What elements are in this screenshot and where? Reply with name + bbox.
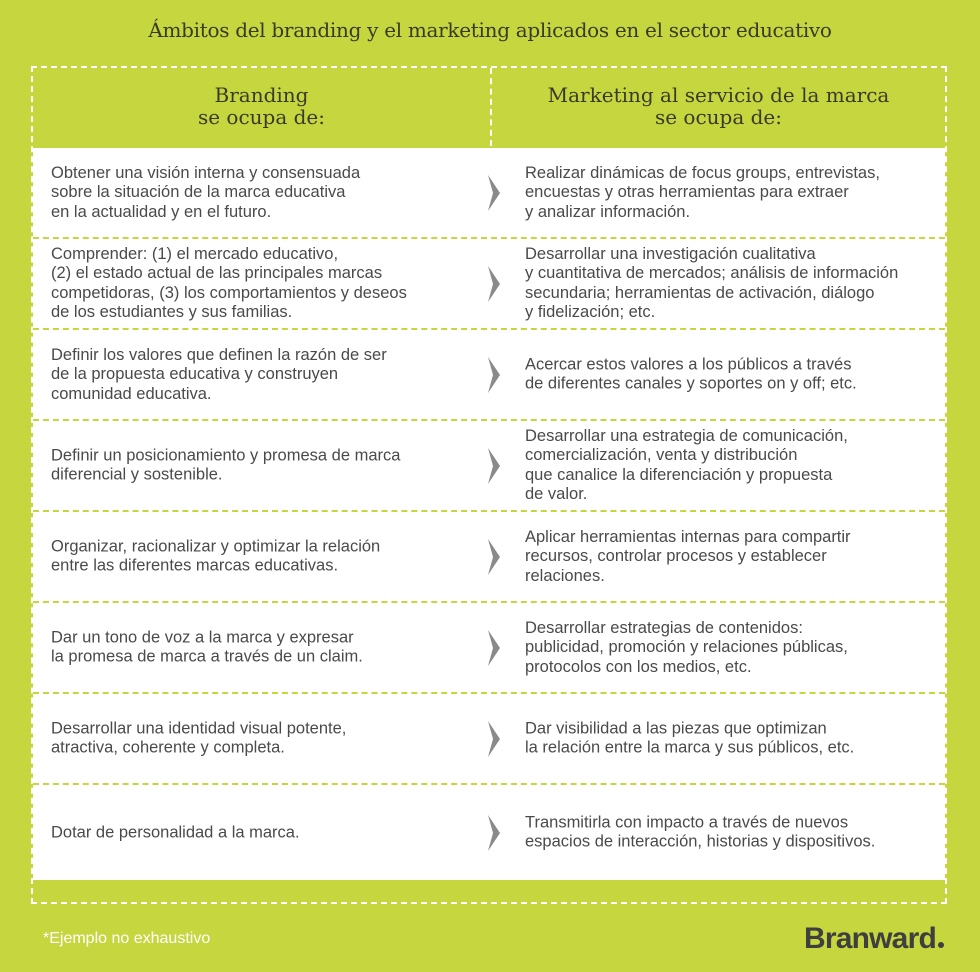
logo-dot-icon <box>938 942 944 948</box>
table-row <box>33 239 945 330</box>
header-marketing: Marketing al servicio de la marca se ocupa de: <box>547 83 890 129</box>
marketing-cell: Dar visibilidad a las piezas que optimizan la relación entre la marca y sus públicos, etc. <box>525 719 855 757</box>
chevron-right-icon <box>485 537 503 577</box>
chevron-right-icon <box>485 173 503 213</box>
marketing-cell: Desarrollar una estrategia de comunicación, comercialización, venta y distribución que canalice la diferenciación y propuesta de valor. <box>525 426 848 503</box>
table-row <box>33 785 945 880</box>
chevron-right-icon <box>485 264 503 304</box>
table-row <box>33 603 945 694</box>
table-body <box>33 148 945 880</box>
branding-cell: Dar un tono de voz a la marca y expresar la promesa de marca a través de un claim. <box>51 628 363 666</box>
page-title: Ámbitos del branding y el marketing aplicados en el sector educativo <box>148 18 832 42</box>
comparison-table <box>31 66 947 904</box>
branding-cell: Dotar de personalidad a la marca. <box>51 822 300 841</box>
chevron-right-icon <box>485 719 503 759</box>
marketing-cell: Desarrollar una investigación cualitativa y cuantitativa de mercados; análisis de información secundaria; herramientas de activación, diálogo y fidelización; etc. <box>525 244 899 321</box>
table-row <box>33 330 945 421</box>
chevron-right-icon <box>485 813 503 853</box>
table-row <box>33 421 945 512</box>
marketing-cell: Realizar dinámicas de focus groups, entrevistas, encuestas y otras herramientas para extraer y analizar información. <box>525 163 880 221</box>
table-row <box>33 512 945 603</box>
marketing-cell: Aplicar herramientas internas para compartir recursos, controlar procesos y establecer relaciones. <box>525 527 851 585</box>
branding-cell: Definir un posicionamiento y promesa de marca diferencial y sostenible. <box>51 446 401 484</box>
branding-cell: Desarrollar una identidad visual potente, atractiva, coherente y completa. <box>51 719 347 757</box>
table-row <box>33 148 945 239</box>
table-header <box>33 68 945 146</box>
branding-cell: Organizar, racionalizar y optimizar la relación entre las diferentes marcas educativas. <box>51 537 381 575</box>
table-row <box>33 694 945 785</box>
brand-logo <box>804 922 944 956</box>
branding-cell: Obtener una visión interna y consensuada sobre la situación de la marca educativa en la actualidad y en el futuro. <box>51 163 361 221</box>
header-branding: Branding se ocupa de: <box>197 83 326 129</box>
chevron-right-icon <box>485 628 503 668</box>
brand-logo-text: Branward <box>804 922 936 955</box>
chevron-right-icon <box>485 446 503 486</box>
branding-cell: Comprender: (1) el mercado educativo, (2) el estado actual de las principales marcas competidoras, (3) los comportamientos y deseos de los estudiantes y sus familias. <box>51 244 407 321</box>
branding-cell: Definir los valores que definen la razón de ser de la propuesta educativa y construyen comunidad educativa. <box>51 345 387 403</box>
marketing-cell: Transmitirla con impacto a través de nuevos espacios de interacción, historias y dispositivos. <box>525 813 876 851</box>
footnote: *Ejemplo no exhaustivo <box>43 930 211 947</box>
marketing-cell: Acercar estos valores a los públicos a través de diferentes canales y soportes on y off; etc. <box>525 355 857 393</box>
marketing-cell: Desarrollar estrategias de contenidos: publicidad, promoción y relaciones públicas, protocolos con los medios, etc. <box>525 618 848 676</box>
chevron-right-icon <box>485 355 503 395</box>
